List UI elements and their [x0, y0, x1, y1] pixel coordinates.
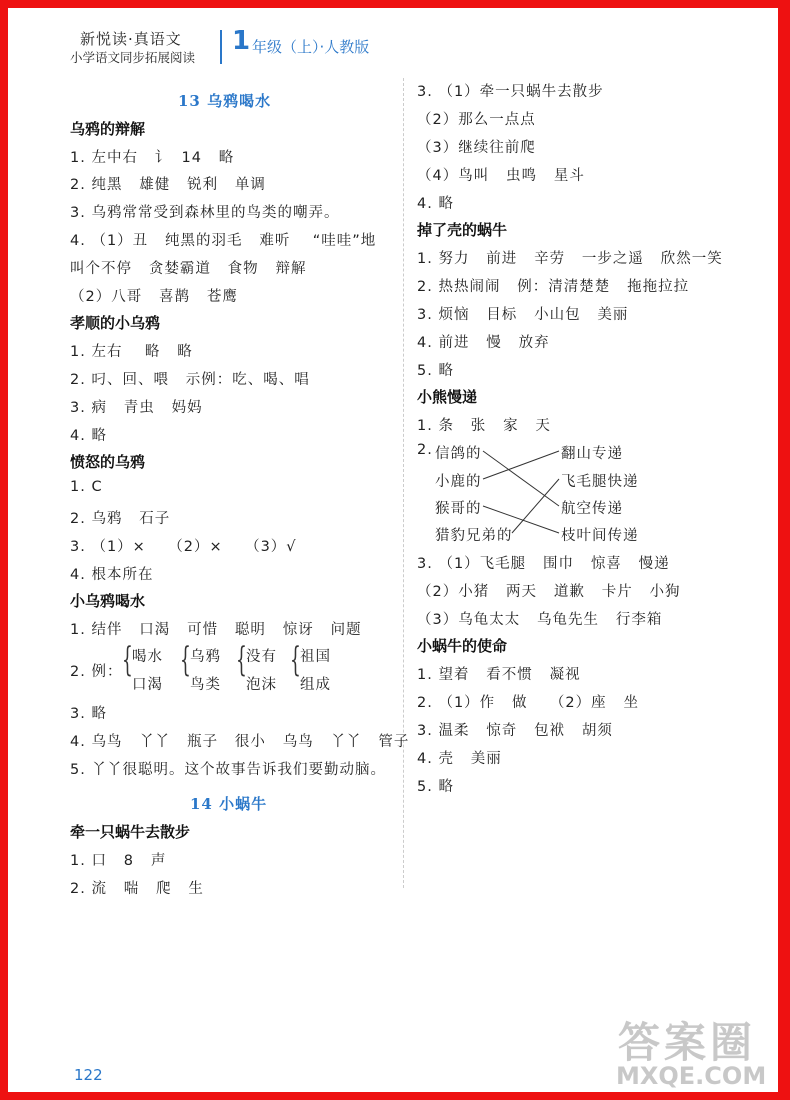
section-title: 小蜗牛的使命	[417, 637, 508, 655]
page-number: 122	[74, 1066, 103, 1084]
match-right-item: 枝叶间传递	[561, 528, 639, 544]
match-line	[483, 451, 559, 479]
answer-line: 2. 流 喘 爬 生	[70, 881, 204, 897]
match-left-item: 信鸽的	[435, 446, 482, 462]
match-left-item: 小鹿的	[435, 474, 482, 490]
watermark-domain: MXQE.COM	[616, 1062, 767, 1090]
matching-lines	[417, 0, 737, 600]
answer-line: 1. 条 张 家 天	[417, 418, 551, 434]
answer-line: 5. 丫丫很聪明。这个故事告诉我们要勤动脑。	[70, 762, 386, 778]
answer-line: 5. 略	[417, 363, 454, 379]
answer-line: 2. 纯黑 雄健 锐利 单调	[70, 177, 266, 193]
answer-line: 叫个不停 贪婪霸道 食物 辩解	[70, 261, 307, 277]
answer-line: 3. 烦恼 目标 小山包 美丽	[417, 307, 629, 323]
answer-line: 3. 乌鸦常常受到森林里的鸟类的嘲弄。	[70, 205, 340, 221]
match-right-item: 飞毛腿快递	[561, 474, 639, 490]
match-left-item: 猴哥的	[435, 501, 482, 517]
match-left-item: 猎豹兄弟的	[435, 528, 513, 544]
lesson-13-title: 13 乌鸦喝水	[178, 92, 272, 110]
brace-word-bottom: 组成	[300, 677, 331, 693]
answer-line: 2. 热热闹闹 例：清清楚楚 拖拖拉拉	[417, 279, 690, 295]
answer-line: 4. 前进 慢 放弃	[417, 335, 550, 351]
brace-word-bottom: 泡沫	[246, 677, 277, 693]
answer-line: （3）继续往前爬	[417, 140, 536, 156]
section-title: 小熊慢递	[417, 388, 478, 406]
series-subtitle: 小学语文同步拓展阅读	[70, 50, 196, 65]
match-line	[483, 506, 559, 533]
section-title: 乌鸦的辩解	[70, 120, 146, 138]
answer-line: （2）小猪 两天 道歉 卡片 小狗	[417, 584, 681, 600]
lesson-14-title: 14 小蜗牛	[190, 795, 268, 813]
brace-word-top: 没有	[246, 649, 277, 665]
answer-line: 5. 略	[417, 779, 454, 795]
answer-line: （2）那么一点点	[417, 112, 536, 128]
answer-line: 1. 口 8 声	[70, 853, 167, 869]
answer-line: 3. （1）× （2）× （3）√	[70, 539, 297, 555]
brace-glyph: {	[236, 640, 247, 680]
brace-word-bottom: 鸟类	[190, 677, 221, 693]
match-right-item: 翻山专递	[561, 446, 623, 462]
answer-line: 4. 壳 美丽	[417, 751, 502, 767]
watermark-text: 答案圈	[618, 1018, 757, 1067]
section-title: 小乌鸦喝水	[70, 592, 146, 610]
answer-line: 2. 叼、回、喂 示例：吃、喝、唱	[70, 372, 310, 388]
answer-line: 1. 左右 略 略	[70, 344, 193, 360]
answer-line: 4. 根本所在	[70, 567, 154, 583]
column-divider	[403, 78, 404, 888]
answer-line: 1. 结伴 口渴 可惜 聪明 惊讶 问题	[70, 622, 362, 638]
brace-word-top: 祖国	[300, 649, 331, 665]
brace-word-top: 喝水	[132, 649, 163, 665]
answer-line: 1. C	[70, 479, 103, 495]
answer-line: 1. 左中右 讠 14 略	[70, 150, 235, 166]
watermark-logo	[612, 1010, 782, 1090]
match-prefix: 2.	[417, 442, 433, 458]
answer-line: 4. 乌鸟 丫丫 瓶子 很小 乌鸟 丫丫 管子	[70, 734, 410, 750]
header-divider	[220, 30, 222, 64]
section-title: 愤怒的乌鸦	[70, 453, 146, 471]
grade-number: 1	[232, 26, 251, 56]
answer-line: 4. 略	[70, 428, 107, 444]
answer-line: 3. （1）飞毛腿 围巾 惊喜 慢递	[417, 556, 670, 572]
answer-line: （2）八哥 喜鹊 苍鹰	[70, 289, 238, 305]
answer-line-prefix: 2. 例：	[70, 664, 123, 680]
answer-line: 1. 望着 看不惯 凝视	[417, 667, 581, 683]
series-title: 新悦读·真语文	[80, 30, 182, 48]
answer-line: 4. （1）丑 纯黑的羽毛 难听 “哇哇”地	[70, 233, 377, 249]
answer-line: 1. 努力 前进 辛劳 一步之遥 欣然一笑	[417, 251, 723, 267]
brace-glyph: {	[290, 640, 301, 680]
brace-word-top: 乌鸦	[190, 649, 221, 665]
page-header	[70, 26, 400, 68]
grade-edition: 年级（上）·人教版	[252, 38, 370, 56]
section-title: 孝顺的小乌鸦	[70, 314, 161, 332]
match-line	[483, 451, 559, 506]
answer-line: 3. 病 青虫 妈妈	[70, 400, 203, 416]
section-title: 牵一只蜗牛去散步	[70, 823, 191, 841]
answer-line: 2. 乌鸦 石子	[70, 511, 171, 527]
answer-line: 3. （1）牵一只蜗牛去散步	[417, 84, 604, 100]
answer-line: 3. 温柔 惊奇 包袱 胡须	[417, 723, 613, 739]
match-right-item: 航空传递	[561, 501, 623, 517]
brace-word-bottom: 口渴	[132, 677, 163, 693]
answer-line: 2. （1）作 做 （2）座 坐	[417, 695, 639, 711]
answer-line: 4. 略	[417, 196, 454, 212]
brace-glyph: {	[180, 640, 191, 680]
section-title: 掉了壳的蜗牛	[417, 221, 508, 239]
brace-glyph: {	[122, 640, 133, 680]
answer-line: （4）鸟叫 虫鸣 星斗	[417, 168, 585, 184]
answer-line: 3. 略	[70, 706, 107, 722]
answer-line: （3）乌龟太太 乌龟先生 行李箱	[417, 612, 663, 628]
